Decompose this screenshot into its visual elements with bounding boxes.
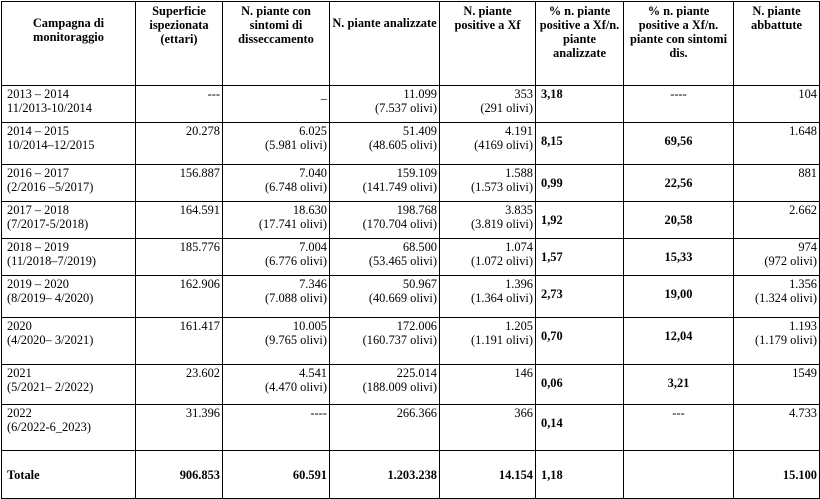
campagna-years: 2014 – 2015 — [7, 124, 69, 138]
abbattute-olivi: (1.179 olivi) — [755, 333, 817, 347]
analizzate-value: 11.099 — [403, 87, 437, 101]
cell-pct-analizzate — [536, 239, 624, 276]
cell-positive — [440, 318, 536, 365]
analizzate-olivi: (53.465 olivi) — [368, 254, 437, 268]
pct-analizzate-value: 0,14 — [541, 416, 563, 430]
pct-analizzate-value: 0,06 — [541, 376, 563, 390]
cell-campagna — [2, 365, 136, 405]
pct-sintomi-value: 3,21 — [667, 376, 690, 390]
cell-pct-analizzate — [536, 165, 624, 202]
abbattute-olivi: (972 olivi) — [764, 254, 817, 268]
cell-positive — [440, 123, 536, 165]
positive-value: 1.205 — [505, 319, 533, 333]
analizzate-olivi: (160.737 olivi) — [362, 333, 437, 347]
totals-sintomi: 60.591 — [223, 451, 330, 499]
analizzate-olivi: (7.537 olivi) — [375, 101, 437, 115]
analizzate-value: 159.109 — [396, 166, 437, 180]
sintomi-value: 18.630 — [292, 203, 327, 217]
cell-pct-sintomi — [624, 365, 734, 405]
totals-label: Totale — [2, 451, 136, 499]
cell-analizzate — [330, 276, 440, 318]
abbattute-value: 1549 — [792, 366, 817, 380]
pct-sintomi-value: 20,58 — [664, 213, 693, 227]
cell-pct-analizzate — [536, 202, 624, 239]
header-sintomi: N. piante con sintomi di disseccamento — [223, 2, 330, 86]
sintomi-olivi: (4.470 olivi) — [265, 380, 327, 394]
cell-analizzate — [330, 202, 440, 239]
sintomi-olivi: (5.981 olivi) — [265, 138, 327, 152]
superficie-value: 164.591 — [179, 203, 220, 217]
totals-analizzate: 1.203.238 — [330, 451, 440, 499]
table-row — [2, 276, 820, 318]
totals-pct-analizzate: 1,18 — [536, 451, 624, 499]
superficie-value: 185.776 — [179, 240, 220, 254]
positive-value: 1.396 — [505, 277, 533, 291]
pct-sintomi-value: 69,56 — [664, 134, 693, 148]
pct-sintomi-value: --- — [672, 406, 685, 420]
campagna-years: 2017 – 2018 — [7, 203, 69, 217]
superficie-value: 23.602 — [185, 366, 220, 380]
analizzate-value: 266.366 — [396, 406, 437, 420]
abbattute-value: 104 — [798, 87, 817, 101]
superficie-value: 31.396 — [185, 406, 220, 420]
cell-abbattute — [734, 365, 820, 405]
table-row — [2, 123, 820, 165]
totals-pct-sintomi — [624, 451, 734, 499]
campagna-years: 2013 – 2014 — [7, 87, 69, 101]
abbattute-value: 2.662 — [789, 203, 817, 217]
cell-pct-sintomi — [624, 239, 734, 276]
cell-campagna — [2, 86, 136, 123]
campagna-period: (11/2018–7/2019) — [7, 254, 97, 268]
cell-pct-sintomi — [624, 202, 734, 239]
analizzate-value: 50.967 — [402, 277, 437, 291]
cell-pct-sintomi — [624, 86, 734, 123]
cell-pct-sintomi — [624, 165, 734, 202]
analizzate-olivi: (48.605 olivi) — [368, 138, 437, 152]
cell-abbattute — [734, 405, 820, 451]
cell-pct-sintomi — [624, 318, 734, 365]
sintomi-value: 7.004 — [299, 240, 327, 254]
cell-positive — [440, 239, 536, 276]
campagna-years: 2016 – 2017 — [7, 166, 69, 180]
table-row — [2, 405, 820, 451]
campagna-years: 2022 — [7, 406, 32, 420]
cell-pct-analizzate — [536, 276, 624, 318]
superficie-value: --- — [207, 87, 220, 101]
cell-abbattute — [734, 318, 820, 365]
cell-campagna — [2, 123, 136, 165]
analizzate-value: 198.768 — [396, 203, 437, 217]
sintomi-value: 4.541 — [299, 366, 327, 380]
cell-superficie — [136, 86, 223, 123]
table-row — [2, 202, 820, 239]
cell-pct-sintomi — [624, 123, 734, 165]
analizzate-olivi: (141.749 olivi) — [362, 180, 437, 194]
table-row — [2, 165, 820, 202]
page — [0, 1, 820, 482]
positive-olivi: (1.191 olivi) — [471, 333, 533, 347]
cell-campagna — [2, 165, 136, 202]
superficie-value: 162.906 — [179, 277, 220, 291]
pct-analizzate-value: 0,99 — [541, 176, 563, 190]
cell-pct-sintomi — [624, 276, 734, 318]
positive-olivi: (1.573 olivi) — [471, 180, 533, 194]
cell-analizzate — [330, 318, 440, 365]
cell-sintomi — [223, 405, 330, 451]
cell-analizzate — [330, 123, 440, 165]
sintomi-value: 6.025 — [299, 124, 327, 138]
abbattute-value: 1.648 — [789, 124, 817, 138]
cell-sintomi — [223, 239, 330, 276]
cell-superficie — [136, 318, 223, 365]
sintomi-olivi: (9.765 olivi) — [265, 333, 327, 347]
table-row — [2, 365, 820, 405]
cell-campagna — [2, 405, 136, 451]
sintomi-value: 10.005 — [292, 319, 327, 333]
cell-analizzate — [330, 86, 440, 123]
positive-value: 366 — [514, 406, 533, 420]
header-abbattute: N. piante abbattute — [734, 2, 820, 86]
abbattute-value: 1.193 — [789, 319, 817, 333]
cell-abbattute — [734, 165, 820, 202]
positive-olivi: (1.072 olivi) — [471, 254, 533, 268]
sintomi-value: 7.346 — [299, 277, 327, 291]
cell-analizzate — [330, 365, 440, 405]
cell-campagna — [2, 239, 136, 276]
monitoring-table — [1, 1, 820, 499]
cell-abbattute — [734, 202, 820, 239]
cell-positive — [440, 165, 536, 202]
cell-superficie — [136, 123, 223, 165]
abbattute-value: 881 — [798, 166, 817, 180]
cell-sintomi — [223, 86, 330, 123]
abbattute-value: 4.733 — [789, 406, 817, 420]
header-analizzate: N. piante analizzate — [330, 2, 440, 86]
cell-abbattute — [734, 239, 820, 276]
table-body — [2, 86, 820, 451]
cell-abbattute — [734, 276, 820, 318]
analizzate-olivi: (40.669 olivi) — [368, 291, 437, 305]
pct-analizzate-value: 3,18 — [541, 87, 563, 101]
sintomi-value: ---- — [310, 406, 327, 420]
cell-campagna — [2, 276, 136, 318]
campagna-period: (8/2019– 4/2020) — [7, 291, 94, 305]
cell-superficie — [136, 276, 223, 318]
sintomi-value: _ — [320, 87, 327, 101]
campagna-years: 2020 — [7, 319, 32, 333]
cell-positive — [440, 86, 536, 123]
cell-positive — [440, 405, 536, 451]
sintomi-olivi: (6.748 olivi) — [265, 180, 327, 194]
cell-sintomi — [223, 318, 330, 365]
cell-sintomi — [223, 123, 330, 165]
positive-olivi: (291 olivi) — [480, 101, 533, 115]
table-row — [2, 318, 820, 365]
sintomi-olivi: (7.088 olivi) — [265, 291, 327, 305]
cell-superficie — [136, 202, 223, 239]
header-pct-analizzate: % n. piante positive a Xf/n. piante analizzate — [536, 2, 624, 86]
totals-row — [2, 451, 820, 499]
pct-sintomi-value: 15,33 — [664, 250, 693, 264]
cell-pct-analizzate — [536, 405, 624, 451]
pct-analizzate-value: 2,73 — [541, 287, 563, 301]
header-positive: N. piante positive a Xf — [440, 2, 536, 86]
analizzate-olivi: (188.009 olivi) — [362, 380, 437, 394]
cell-positive — [440, 276, 536, 318]
table-row — [2, 86, 820, 123]
cell-sintomi — [223, 276, 330, 318]
cell-positive — [440, 202, 536, 239]
cell-analizzate — [330, 165, 440, 202]
pct-sintomi-value: 19,00 — [664, 287, 693, 301]
campagna-period: 10/2014–12/2015 — [7, 138, 95, 152]
header-campagna: Campagna di monitoraggio — [2, 2, 136, 86]
positive-value: 353 — [514, 87, 533, 101]
totals-superficie: 906.853 — [136, 451, 223, 499]
cell-superficie — [136, 239, 223, 276]
header-pct-sintomi: % n. piante positive a Xf/n. piante con sintomi dis. — [624, 2, 734, 86]
positive-olivi: (4169 olivi) — [474, 138, 533, 152]
campagna-period: (7/2017-5/2018) — [7, 217, 89, 231]
totals-abbattute: 15.100 — [734, 451, 820, 499]
superficie-value: 156.887 — [179, 166, 220, 180]
positive-value: 4.191 — [505, 124, 533, 138]
campagna-years: 2019 – 2020 — [7, 277, 69, 291]
cell-sintomi — [223, 202, 330, 239]
campagna-years: 2018 – 2019 — [7, 240, 69, 254]
positive-value: 1.074 — [505, 240, 533, 254]
cell-analizzate — [330, 405, 440, 451]
cell-campagna — [2, 318, 136, 365]
analizzate-value: 172.006 — [396, 319, 437, 333]
cell-pct-sintomi — [624, 405, 734, 451]
header-row — [2, 2, 820, 86]
cell-pct-analizzate — [536, 123, 624, 165]
pct-analizzate-value: 1,92 — [541, 213, 563, 227]
sintomi-olivi: (17.741 olivi) — [258, 217, 327, 231]
superficie-value: 20.278 — [185, 124, 220, 138]
pct-analizzate-value: 8,15 — [541, 134, 563, 148]
cell-pct-analizzate — [536, 365, 624, 405]
cell-campagna — [2, 202, 136, 239]
cell-superficie — [136, 365, 223, 405]
cell-sintomi — [223, 165, 330, 202]
cell-pct-analizzate — [536, 318, 624, 365]
pct-sintomi-value: ---- — [670, 87, 687, 101]
cell-analizzate — [330, 239, 440, 276]
cell-superficie — [136, 405, 223, 451]
pct-analizzate-value: 0,70 — [541, 329, 563, 343]
abbattute-olivi: (1.324 olivi) — [755, 291, 817, 305]
pct-sintomi-value: 12,04 — [664, 329, 693, 343]
cell-superficie — [136, 165, 223, 202]
sintomi-olivi: (6.776 olivi) — [265, 254, 327, 268]
pct-sintomi-value: 22,56 — [664, 176, 693, 190]
sintomi-value: 7.040 — [299, 166, 327, 180]
campagna-period: (6/2022-6_2023) — [7, 420, 91, 434]
cell-positive — [440, 365, 536, 405]
table-row — [2, 239, 820, 276]
abbattute-value: 974 — [798, 240, 817, 254]
cell-abbattute — [734, 86, 820, 123]
positive-olivi: (1.364 olivi) — [471, 291, 533, 305]
cell-sintomi — [223, 365, 330, 405]
campagna-period: (5/2021– 2/2022) — [7, 380, 94, 394]
positive-value: 146 — [514, 366, 533, 380]
cell-abbattute — [734, 123, 820, 165]
positive-olivi: (3.819 olivi) — [471, 217, 533, 231]
campagna-period: (2/2016 –5/2017) — [7, 180, 94, 194]
analizzate-value: 225.014 — [396, 366, 437, 380]
positive-value: 3.835 — [505, 203, 533, 217]
superficie-value: 161.417 — [179, 319, 220, 333]
campagna-period: (4/2020– 3/2021) — [7, 333, 94, 347]
cell-pct-analizzate — [536, 86, 624, 123]
header-superficie: Superficie ispezionata (ettari) — [136, 2, 223, 86]
campagna-years: 2021 — [7, 366, 32, 380]
abbattute-value: 1.356 — [789, 277, 817, 291]
analizzate-value: 51.409 — [402, 124, 437, 138]
campagna-period: 11/2013-10/2014 — [7, 101, 92, 115]
pct-analizzate-value: 1,57 — [541, 250, 563, 264]
analizzate-value: 68.500 — [402, 240, 437, 254]
analizzate-olivi: (170.704 olivi) — [362, 217, 437, 231]
totals-positive: 14.154 — [440, 451, 536, 499]
positive-value: 1.588 — [505, 166, 533, 180]
